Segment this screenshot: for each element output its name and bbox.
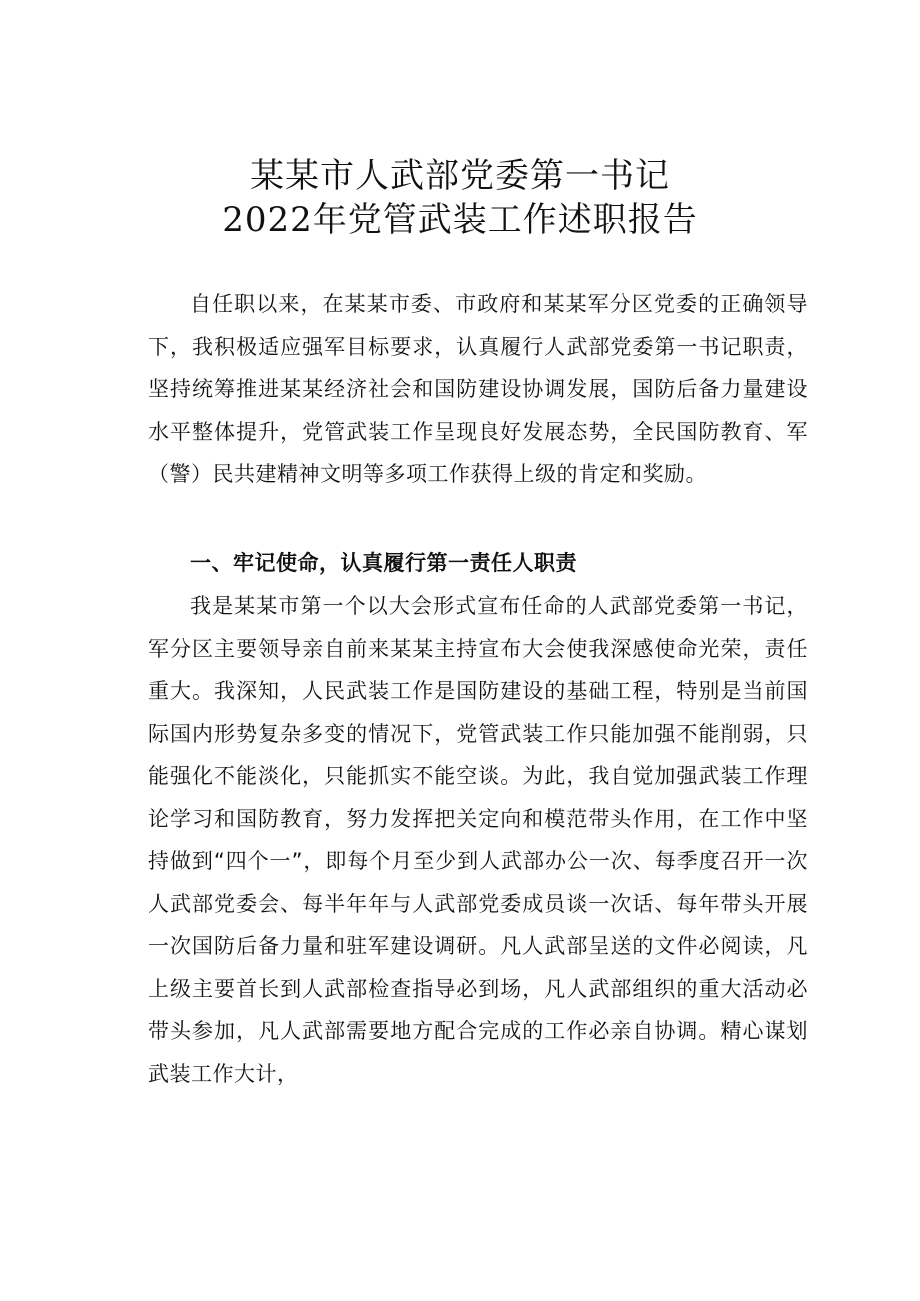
paragraph-section1: 我是某某市第一个以大会形式宣布任命的人武部党委第一书记，军分区主要领导亲自前来某某主持宣布大会使我深感使命光荣，责任重大。我深知，人民武装工作是国防建设的基础工程，特别是当前国际国内形势复杂多变的情况下，党管武装工作只能加强不能削弱，只能强化不能淡化，只能抓实不能空谈。为此，我自觉加强武装工作理论学习和国防教育，努力发挥把关定向和模范带头作用，在工作中坚持做到“四个一”，即每个月至少到人武部办公一次、每季度召开一次人武部党委会、每半年年与人武部党委成员谈一次话、每年带头开展一次国防后备力量和驻军建设调研。凡人武部呈送的文件必阅读，凡上级主要首长到人武部检查指导必到场，凡人武部组织的重大活动必带头参加，凡人武部需要地方配合完成的工作必亲自协调。精心谋划武装工作大计，: [148, 594, 808, 1086]
document-title-line2: 2022年党管武装工作述职报告: [222, 200, 698, 240]
document-title-line1: 某某市人武部党委第一书记: [250, 156, 670, 196]
paragraph-intro: 自任职以来，在某某市委、市政府和某某军分区党委的正确领导下，我积极适应强军目标要求，认真履行人武部党委第一书记职责，坚持统筹推进某某经济社会和国防建设协调发展，国防后备力量建设水平整体提升，党管武装工作呈现良好发展态势，全民国防教育、军（警）民共建精神文明等多项工作获得上级的肯定和奖励。: [148, 292, 808, 486]
section-heading-1: 一、牢记使命，认真履行第一责任人职责: [190, 551, 577, 575]
